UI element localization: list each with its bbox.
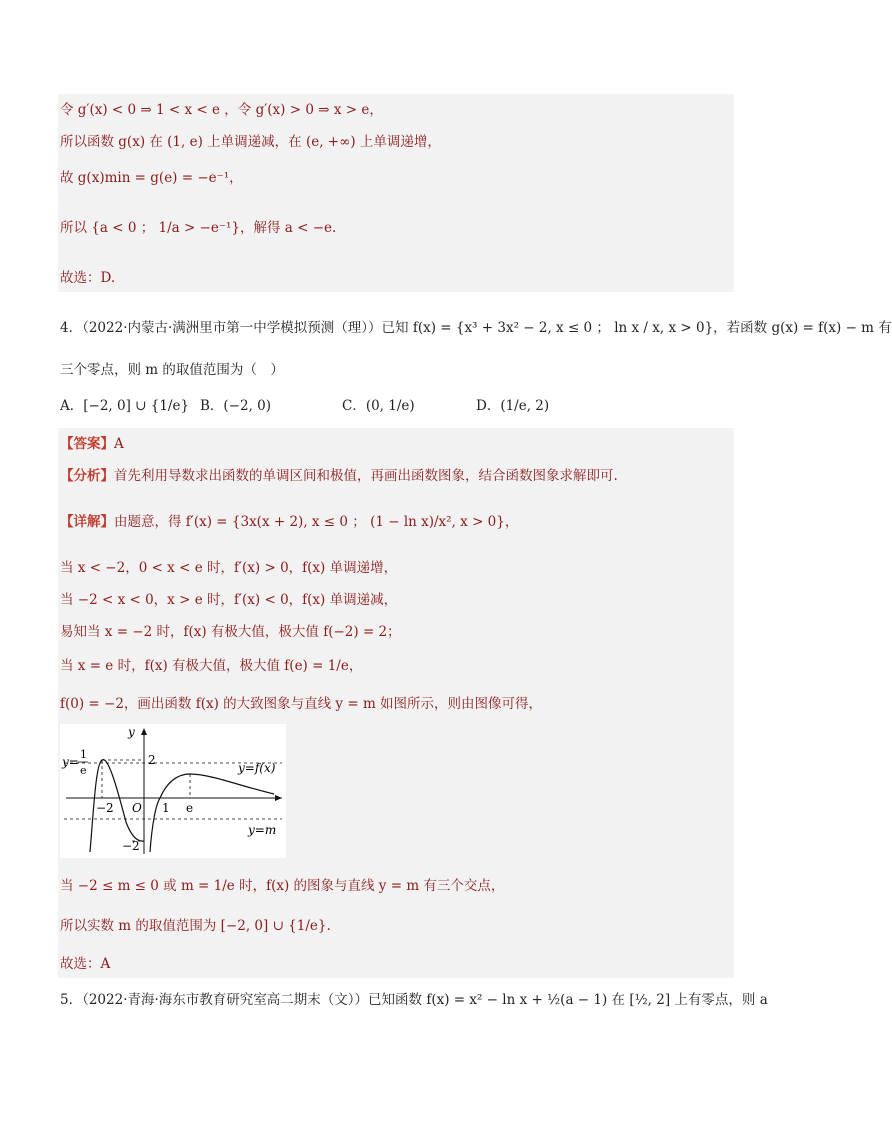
analysis-text: 首先利用导数求出函数的单调区间和极值，再画出函数图象，结合函数图象求解即可. xyxy=(114,468,618,484)
answer-line xyxy=(60,434,734,454)
option-c: C．(0, 1/e) xyxy=(342,398,415,414)
detail-tag: 【详解】 xyxy=(60,514,114,530)
function-graph xyxy=(60,724,286,858)
label-frac-e: e xyxy=(80,764,87,777)
label-minus2-x: −2 xyxy=(96,801,114,815)
detail-step-4: 当 x = e 时，f(x) 有极大值，极大值 f(e) = 1/e， xyxy=(60,658,363,674)
prev-solve: ，解得 a < −e. xyxy=(240,220,337,236)
label-ym: y=m xyxy=(248,823,277,837)
detail-step-2: 当 −2 < x < 0，x > e 时，f′(x) < 0，f(x) 单调递减， xyxy=(60,592,398,608)
label-frac-one: 1 xyxy=(80,748,87,761)
label-origin: O xyxy=(132,801,142,815)
detail-step-7: 所以实数 m 的取值范围为 [−2, 0] ∪ {1/e}. xyxy=(60,918,331,934)
detail-step-6: 当 −2 ≤ m ≤ 0 或 m = 1/e 时，f(x) 的图象与直线 y = m 有三个交点， xyxy=(60,878,505,894)
label-y-axis: y xyxy=(128,725,135,739)
analysis-line xyxy=(60,466,734,486)
option-d: D．(1/e, 2) xyxy=(476,398,550,414)
q4-stem-line-2: 三个零点，则 m 的取值范围为（ ） xyxy=(60,362,284,378)
option-a: A．[−2, 0] ∪ {1/e} xyxy=(60,398,190,414)
answer-tag: 【答案】 xyxy=(60,436,114,452)
q4-stem-tail: ，若函数 g(x) = f(x) − m 有 xyxy=(713,320,892,336)
detail-step-5: f(0) = −2，画出函数 f(x) 的大致图象与直线 y = m 如图所示，则由图像可得， xyxy=(60,696,543,712)
q4-stem: 4．（2022·内蒙古·满洲里市第一中学模拟预测（理））已知 f(x) = {x³ + 3x² − 2, x ≤ 0 ； ln x / x, x > 0} xyxy=(60,320,714,336)
q5-stem: 5．（2022·青海·海东市教育研究室高二期末（文））已知函数 f(x) = x² − ln x + ½(a − 1) 在 [½, 2] 上有零点，则 a xyxy=(60,992,768,1008)
label-fx: y=f(x) xyxy=(238,761,276,775)
prev-line-2: 所以函数 g(x) 在 (1, e) 上单调递减，在 (e, +∞) 上单调递增， xyxy=(60,134,441,150)
analysis-tag: 【分析】 xyxy=(60,468,114,484)
detail-text: 由题意，得 f′(x) = {3x(x + 2), x ≤ 0 ； (1 − ln x)/x², x > 0}， xyxy=(114,514,519,530)
detail-line xyxy=(60,512,734,532)
prev-system: 所以 {a < 0 ； 1/a > −e⁻¹} xyxy=(60,220,241,236)
option-b: B．(−2, 0) xyxy=(200,398,272,414)
prev-solution-shade xyxy=(58,94,734,292)
y-axis-arrow xyxy=(141,728,147,735)
label-x-one: 1 xyxy=(162,801,170,815)
answer-value: A xyxy=(114,436,124,452)
x-axis-arrow xyxy=(275,795,282,801)
label-y-eq: y= xyxy=(62,755,79,769)
detail-step-1: 当 x < −2，0 < x < e 时，f′(x) > 0，f(x) 单调递增， xyxy=(60,560,398,576)
prev-choice: 故选：D. xyxy=(60,270,116,286)
label-minus2-y: −2 xyxy=(122,839,140,853)
q4-stem-line-1 xyxy=(60,318,892,338)
prev-line-4 xyxy=(60,218,734,238)
detail-step-8: 故选：A xyxy=(60,956,111,972)
label-x-e: e xyxy=(186,801,194,815)
detail-step-3: 易知当 x = −2 时，f(x) 有极大值，极大值 f(−2) = 2； xyxy=(60,624,401,640)
prev-line-3: 故 g(x)min = g(e) = −e⁻¹， xyxy=(60,170,243,186)
label-two: 2 xyxy=(148,753,156,767)
prev-line-1: 令 g′(x) < 0 ⇒ 1 < x < e ，令 g′(x) > 0 ⇒ x > e， xyxy=(60,102,383,118)
q4-options xyxy=(60,396,734,416)
